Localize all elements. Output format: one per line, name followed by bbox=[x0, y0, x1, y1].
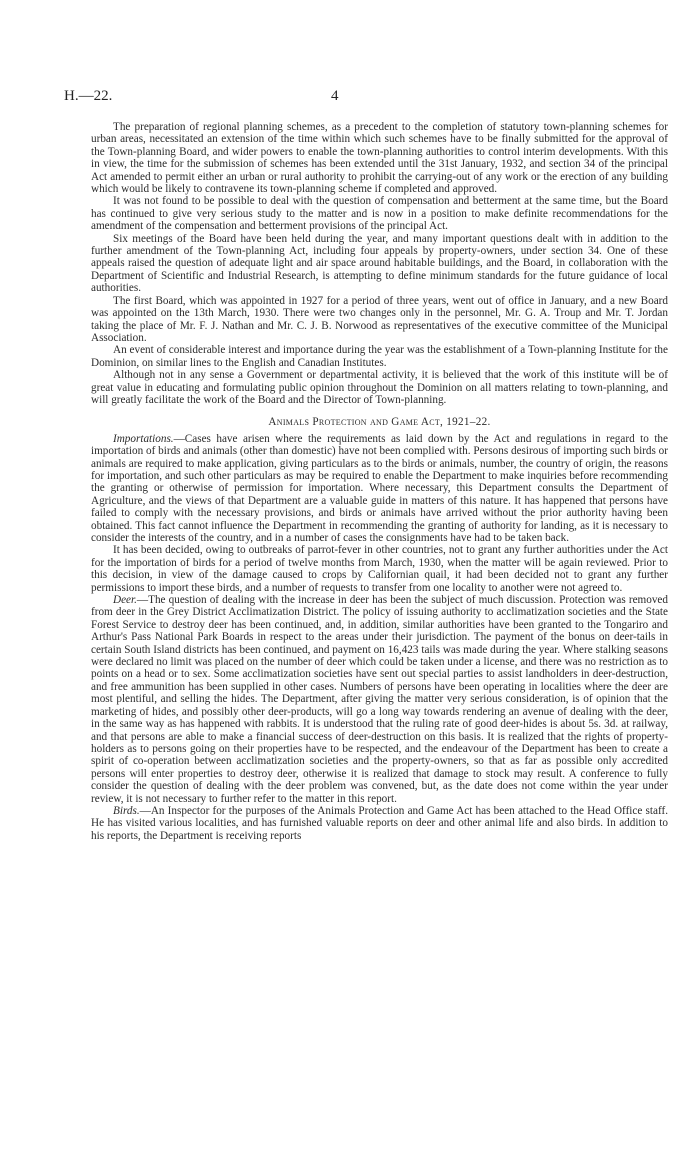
document-reference: H.—22. bbox=[64, 88, 113, 104]
paragraph-parrot-fever: It has been decided, owing to outbreaks of parrot-fever in other countries, not to grant any further authorities under the Act for the importation of birds for a period of twelve months from March, 1930, when the matter will be again reviewed. Prior to this decision, in view of the damage caused to crops by Californian quail, it had been decided not to grant any further permissions to import these birds, and a number of requests to transfer from one locality to another were not agreed to. bbox=[91, 544, 668, 594]
deer-heading: Deer. bbox=[113, 594, 137, 607]
paragraph-importations bbox=[91, 433, 668, 545]
paragraph-institute-value: Although not in any sense a Government or departmental activity, it is believed that the work of this institute will be of great value in educating and formulating public opinion throughout the Dominion on all matters relating to town-planning, and will greatly facilitate the work of the Board and the Director of Town-planning. bbox=[91, 369, 668, 406]
document-body bbox=[91, 121, 668, 842]
deer-text: —The question of dealing with the increase in deer has been the subject of much discussion. Protection was removed from deer in the Grey District Acclimatization District. The policy of issuing authority to acclimatization societies and the State Forest Service to destroy deer has been continued, and, in addition, similar authorities have been granted to the Tongariro and Arthur's Pass National Park Boards in respect to the areas under their jurisdiction. The payment of the bonus on deer-tails in certain South Island districts has been continued, and payment on 16,423 tails was made during the year. Where stalking seasons were declared no limit was placed on the number of deer which could be taken under a license, and there was no restriction as to points on a head or to sex. Some acclimatization societies have sent out special parties to assist landholders in deer-destruction, and free ammunition has been supplied in other cases. Numbers of persons have been operating in localities where the deer are most plentiful, and selling the hides. The Department, after giving the matter very serious consideration, is of opinion that the marketing of hides, and possibly other deer-products, will go a long way towards rendering an avenue of dealing with the deer, in the same way as has happened with rabbits. It is understood that the ruling rate of good deer-hides is about 5s. 3d. at railway, and that persons are able to make a financial success of deer-destruction on this basis. It is realized that the rights of property-holders as to persons going on their properties have to be respected, and the endeavour of the Department has been to create a spirit of co-operation between acclimatization societies and the property-owners, so that as far as possible only accredited persons will enter properties to destroy deer, otherwise it is realized that damage to stock may result. A conference to fully consider the question of dealing with the deer problem was convened, but, as the date does not come within the year under review, it is not necessary to further refer to the matter in this report. bbox=[91, 594, 668, 805]
birds-heading: Birds. bbox=[113, 804, 140, 817]
page-header bbox=[64, 88, 624, 108]
paragraph-birds bbox=[91, 805, 668, 842]
page-number: 4 bbox=[331, 88, 339, 104]
paragraph-institute-event: An event of considerable interest and importance during the year was the establishment of a Town-planning Institute for the Dominion, on similar lines to the English and Canadian Institutes. bbox=[91, 344, 668, 369]
birds-text: —An Inspector for the purposes of the Animals Protection and Game Act has been attached to the Head Office staff. He has visited various localities, and has furnished valuable reports on deer and other animal life and also birds. In addition to his reports, the Department is receiving reports bbox=[91, 804, 668, 842]
section-title-animals-protection: Animals Protection and Game Act, 1921–22. bbox=[268, 416, 491, 429]
paragraph-regional-planning: The preparation of regional planning schemes, as a precedent to the completion of statutory town-planning schemes for urban areas, necessitated an extension of the time within which such schemes have to be finally submitted for the approval of the Town-planning Board, and wider powers to enable the town-planning authorities to control interim developments. With this in view, the time for the submission of schemes has been extended until the 31st January, 1932, and section 34 of the principal Act amended to permit either an urban or rural authority to prohibit the carrying-out of any work or the erection of any building which would be likely to contravene its town-planning scheme if completed and approved. bbox=[91, 121, 668, 196]
paragraph-deer bbox=[91, 594, 668, 805]
paragraph-compensation: It was not found to be possible to deal with the question of compensation and betterment at the same time, but the Board has continued to give very serious study to the matter and is now in a position to make definite recommendations for the amendment of the compensation and betterment provisions of the principal Act. bbox=[91, 195, 668, 233]
importations-text: —Cases have arisen where the requirements as laid down by the Act and regulations in regard to the importation of birds and animals (other than domestic) have not been complied with. Persons desirous of importing such birds or animals are required to make application, giving particulars as to the birds or animals, number, the country of origin, the reasons for importation, and such other particulars as may be required to enable the Department to make inquiries before recommending the granting or otherwise of permission for importation. Where necessary, this Department consults the Department of Agriculture, and the views of that Department are a valuable guide in matters of this nature. It has happened that persons have failed to comply with the necessary provisions, and birds or animals have arrived without the prior authority having been obtained. This fact cannot influence the Department in recommending the granting of authority for landing, as it is necessary to consider the interests of the country, and in a number of cases the consignments have had to be taken back. bbox=[91, 432, 668, 544]
importations-heading: Importations. bbox=[113, 432, 174, 445]
paragraph-board-meetings: Six meetings of the Board have been held during the year, and many important questions dealt with in addition to the further amendment of the Town-planning Act, including four appeals by property-owners, under section 34. One of these appeals raised the question of adequate light and air space around habitable buildings, and the Board, in collaboration with the Department of Scientific and Industrial Research, is attempting to define minimum standards for the future guidance of local authorities. bbox=[91, 232, 668, 295]
paragraph-first-board: The first Board, which was appointed in 1927 for a period of three years, went out of office in January, and a new Board was appointed on the 13th March, 1930. There were two changes only in the personnel, Mr. G. A. Troup and Mr. T. Jordan taking the place of Mr. F. J. Nathan and Mr. C. J. B. Norwood as representatives of the executive committee of the Municipal Association. bbox=[91, 294, 668, 344]
